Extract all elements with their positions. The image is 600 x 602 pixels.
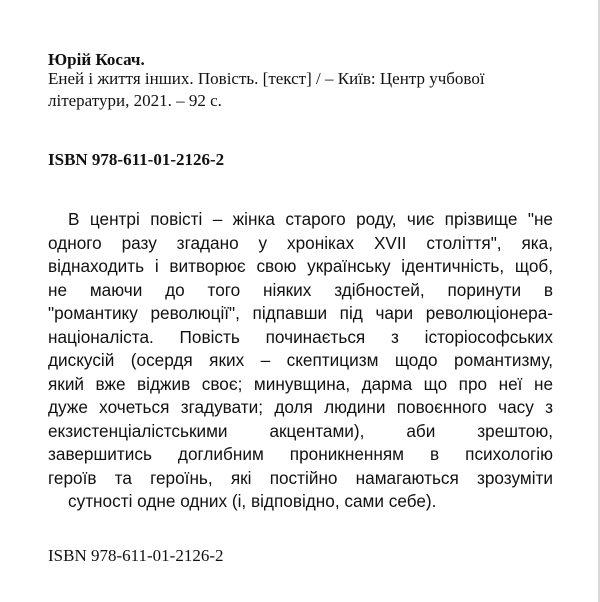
abstract-line: дуже хочеться згадувати; доля людини повоєнного часу з — [48, 397, 553, 417]
isbn-regular: ISBN 978-611-01-2126-2 — [48, 546, 224, 565]
bibliographic-line-2: літератури, 2021. – 92 с. — [48, 91, 222, 110]
bibliographic-record — [48, 68, 568, 112]
abstract-line: завершитись доглибним проникненням в психологію — [48, 444, 553, 464]
bibliographic-line-1: Еней і життя інших. Повість. [текст] / – Київ: Центр учбової — [48, 69, 485, 88]
author-name: Юрій Косач. — [48, 50, 145, 69]
abstract-line: сутності одне одних (і, відповідно, сами себе). — [68, 491, 437, 511]
book-abstract — [48, 208, 553, 514]
abstract-line: націоналіста. Повість починається з історіософських — [48, 326, 553, 347]
abstract-line: віднаходить і витворює свою українську ідентичність, щоб, — [48, 256, 553, 276]
abstract-line: який вже віджив своє; минувщина, дарма що про неї не — [48, 373, 553, 394]
abstract-line: дискусій (осердя яких – скептицизм щодо романтизму, — [48, 350, 553, 370]
abstract-line: одного разу згадано у хроніках XVII століття", яка, — [48, 232, 553, 253]
isbn-bold: ISBN 978-611-01-2126-2 — [48, 150, 225, 169]
abstract-line: не маючи до того ніяких здібностей, поринути в — [48, 279, 553, 300]
abstract-line: "романтику революції", підпавши під чари революціонера- — [48, 303, 553, 323]
abstract-line: В центрі повісті – жінка старого роду, чиє прізвище "не — [68, 209, 553, 229]
abstract-line: героїв та героїнь, які постійно намагаються зрозуміти — [48, 467, 553, 488]
abstract-line: екзистенціалістськими акцентами), аби зрештою, — [48, 420, 553, 441]
